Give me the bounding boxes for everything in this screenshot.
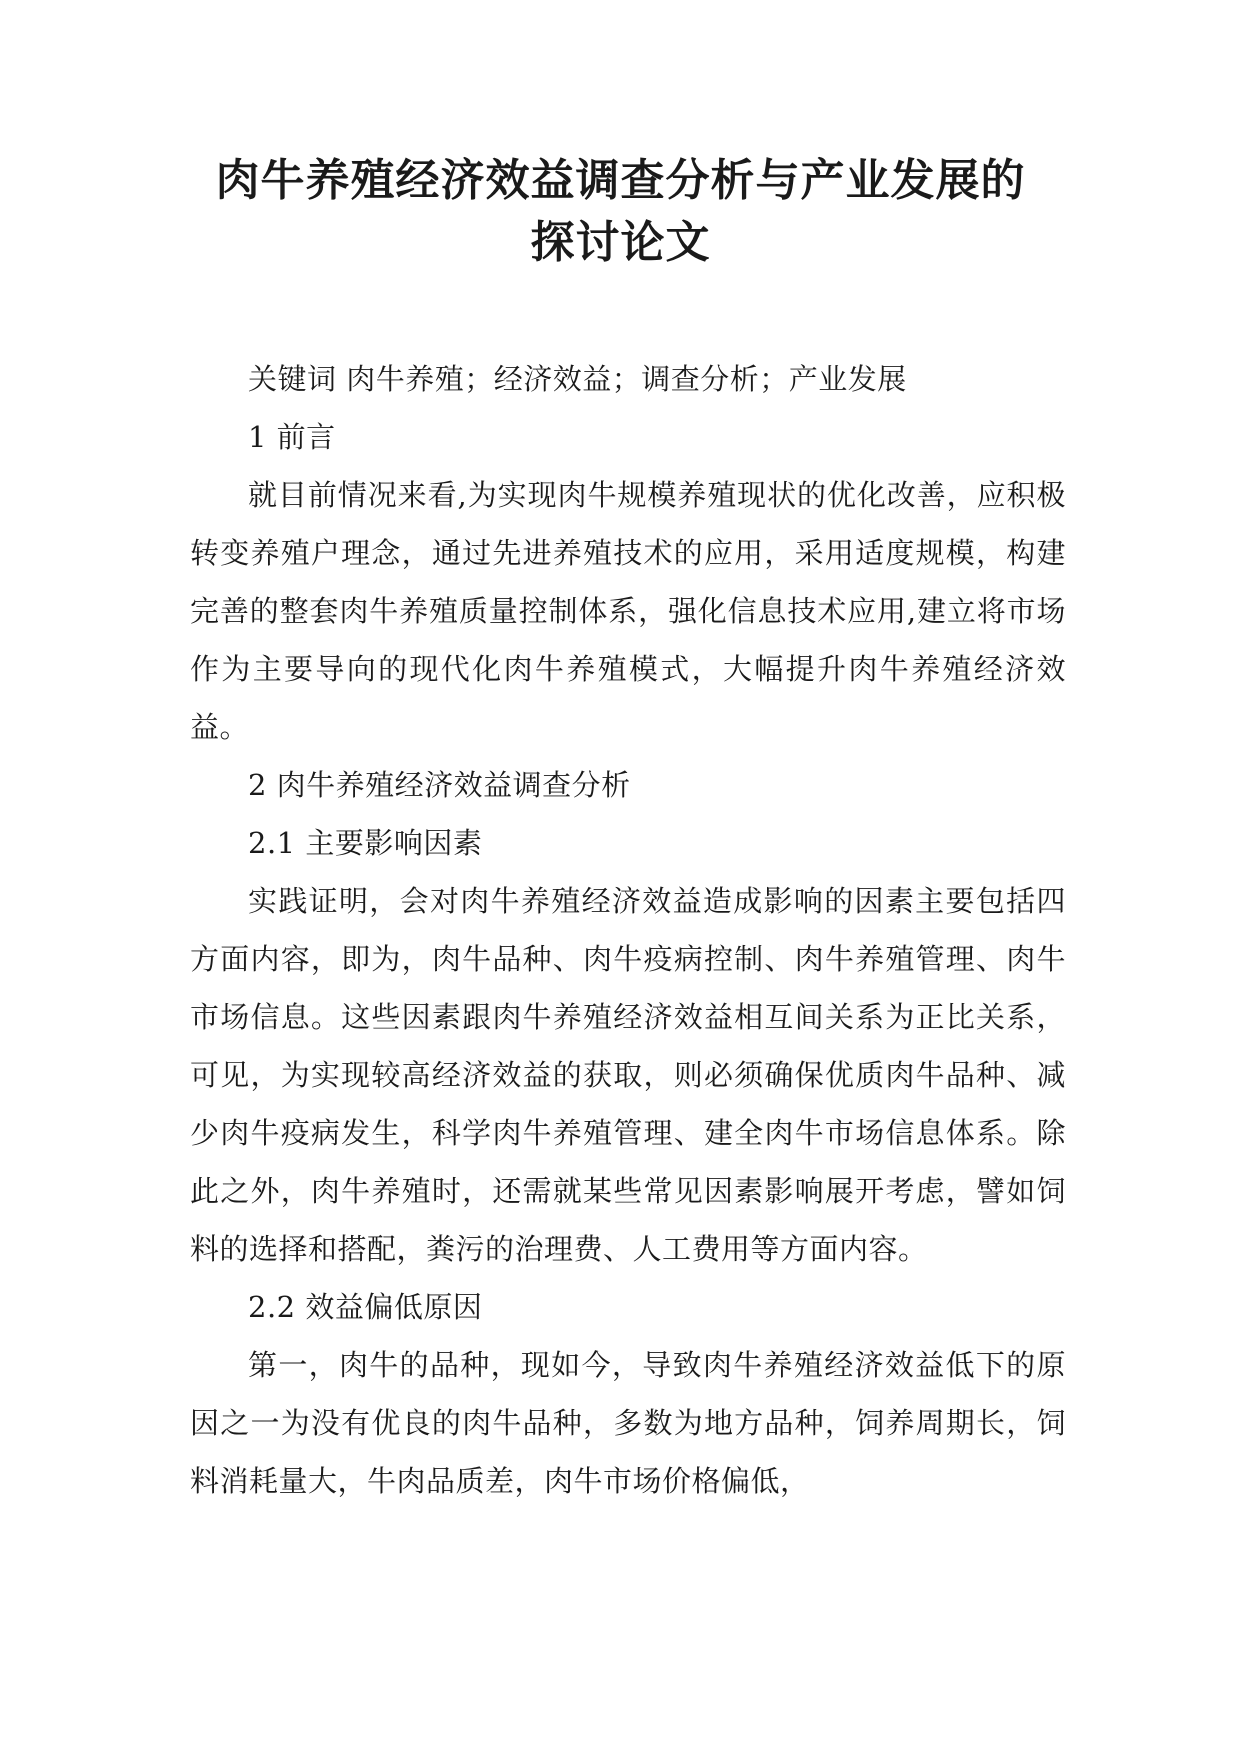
section-2-2-heading: 2.2 效益偏低原因 [248,1290,483,1324]
section-1-paragraph: 就目前情况来看,为实现肉牛规模养殖现状的优化改善，应积极转变养殖户理念，通过先进养殖技术的应用，采用适度规模，构建完善的整套肉牛养殖质量控制体系，强化信息技术应用,建立将市场作为主要导向的现代化肉牛养殖模式，大幅提升肉牛养殖经济效益。 [190,478,1066,744]
section-2-1-paragraph: 实践证明，会对肉牛养殖经济效益造成影响的因素主要包括四方面内容，即为，肉牛品种、肉牛疫病控制、肉牛养殖管理、肉牛市场信息。这些因素跟肉牛养殖经济效益相互间关系为正比关系，可见，为实现较高经济效益的获取，则必须确保优质肉牛品种、减少肉牛疫病发生，科学肉牛养殖管理、建全肉牛市场信息体系。除此之外，肉牛养殖时，还需就某些常见因素影响展开考虑，譬如饲料的选择和搭配，粪污的治理费、人工费用等方面内容。 [190,884,1066,1266]
section-1-heading: 1 前言 [248,420,336,454]
section-2-heading: 2 肉牛养殖经济效益调查分析 [248,768,631,802]
title-line-1: 肉牛养殖经济效益调查分析与产业发展的 [215,155,1026,206]
document-title [120,150,1121,274]
document-body [190,350,1066,1510]
keywords-line: 关键词 肉牛养殖；经济效益；调查分析；产业发展 [248,362,907,396]
section-2-2-paragraph: 第一，肉牛的品种，现如今，导致肉牛养殖经济效益低下的原因之一为没有优良的肉牛品种，多数为地方品种，饲养周期长，饲料消耗量大，牛肉品质差，肉牛市场价格偏低， [190,1348,1066,1498]
title-line-2: 探讨论文 [530,217,711,268]
section-2-1-heading: 2.1 主要影响因素 [248,826,483,860]
